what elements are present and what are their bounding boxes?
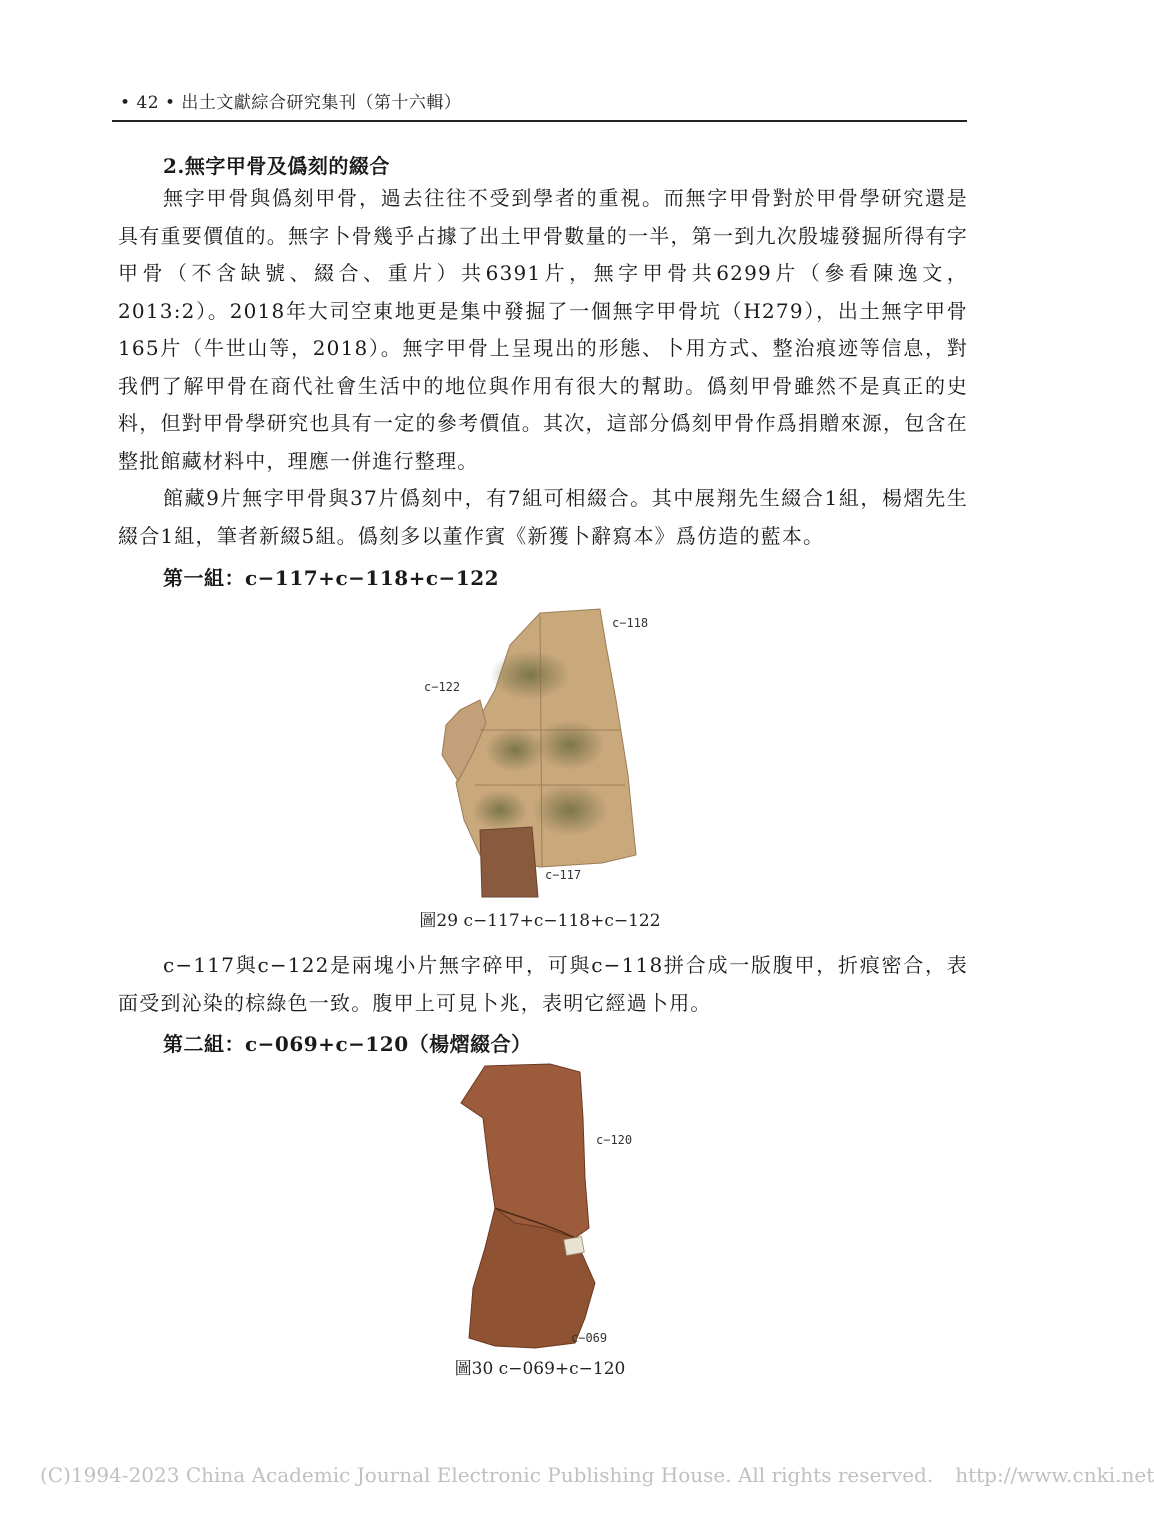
label-c120: c−120 — [596, 1133, 633, 1147]
figure-29-plastron — [420, 605, 660, 900]
group1-title: 第一組：c−117+c−118+c−122 — [163, 566, 500, 590]
paragraph-1: 無字甲骨與僞刻甲骨，過去往往不受到學者的重視。而無字甲骨對於甲骨學研究還是具有重要價值的。無字卜骨幾乎占據了出土甲骨數量的一半，第一到九次殷墟發掘所得有字甲骨（不含缺號、綴合、重片）共6391片，無字甲骨共6299片（參看陳逸文，2013:2）。2018年大司空東地更是集中發掘了一個無字甲骨坑（H279），出土無字甲骨165片（牛世山等，2018）。無字甲骨上呈現出的形態、卜用方式、整治痕迹等信息，對我們了解甲骨在商代社會生活中的地位與作用有很大的幫助。僞刻甲骨雖然不是真正的史料，但對甲骨學研究也具有一定的參考價值。其次，這部分僞刻甲骨作爲捐贈來源，包含在整批館藏材料中，理應一併進行整理。 — [118, 186, 968, 473]
footer-url[interactable]: http://www.cnki.net — [955, 1463, 1154, 1487]
label-c117: c−117 — [545, 868, 582, 882]
running-head: • 42 • 出土文獻綜合研究集刊（第十六輯） — [120, 93, 462, 113]
header-rule — [112, 120, 967, 122]
footer-copyright: (C)1994-2023 China Academic Journal Electronic Publishing House. All rights reserved. — [40, 1463, 934, 1487]
figure-30-bone — [455, 1058, 615, 1358]
label-c122: c−122 — [424, 680, 461, 694]
group2-title: 第二組：c−069+c−120（楊熠綴合） — [163, 1032, 532, 1056]
bone-piece-c120 — [461, 1064, 589, 1238]
paragraph-2: 館藏9片無字甲骨與37片僞刻中，有7組可相綴合。其中展翔先生綴合1組，楊熠先生綴合1組，筆者新綴5組。僞刻多以董作賓《新獲卜辭寫本》爲仿造的藍本。 — [118, 486, 968, 548]
footer — [40, 1463, 1154, 1487]
section-title: 2.無字甲骨及僞刻的綴合 — [163, 154, 390, 178]
figure-30-caption: 圖30 c−069+c−120 — [454, 1359, 626, 1379]
label-c069: c−069 — [571, 1331, 608, 1345]
label-c118: c−118 — [612, 616, 649, 630]
paragraph-3: c−117與c−122是兩塊小片無字碎甲，可與c−118拼合成一版腹甲，折痕密合，表面受到沁染的棕綠色一致。腹甲上可見卜兆，表明它經過卜用。 — [118, 953, 968, 1015]
shell-piece-c117 — [480, 827, 538, 897]
figure-29-caption: 圖29 c−117+c−118+c−122 — [419, 911, 661, 931]
